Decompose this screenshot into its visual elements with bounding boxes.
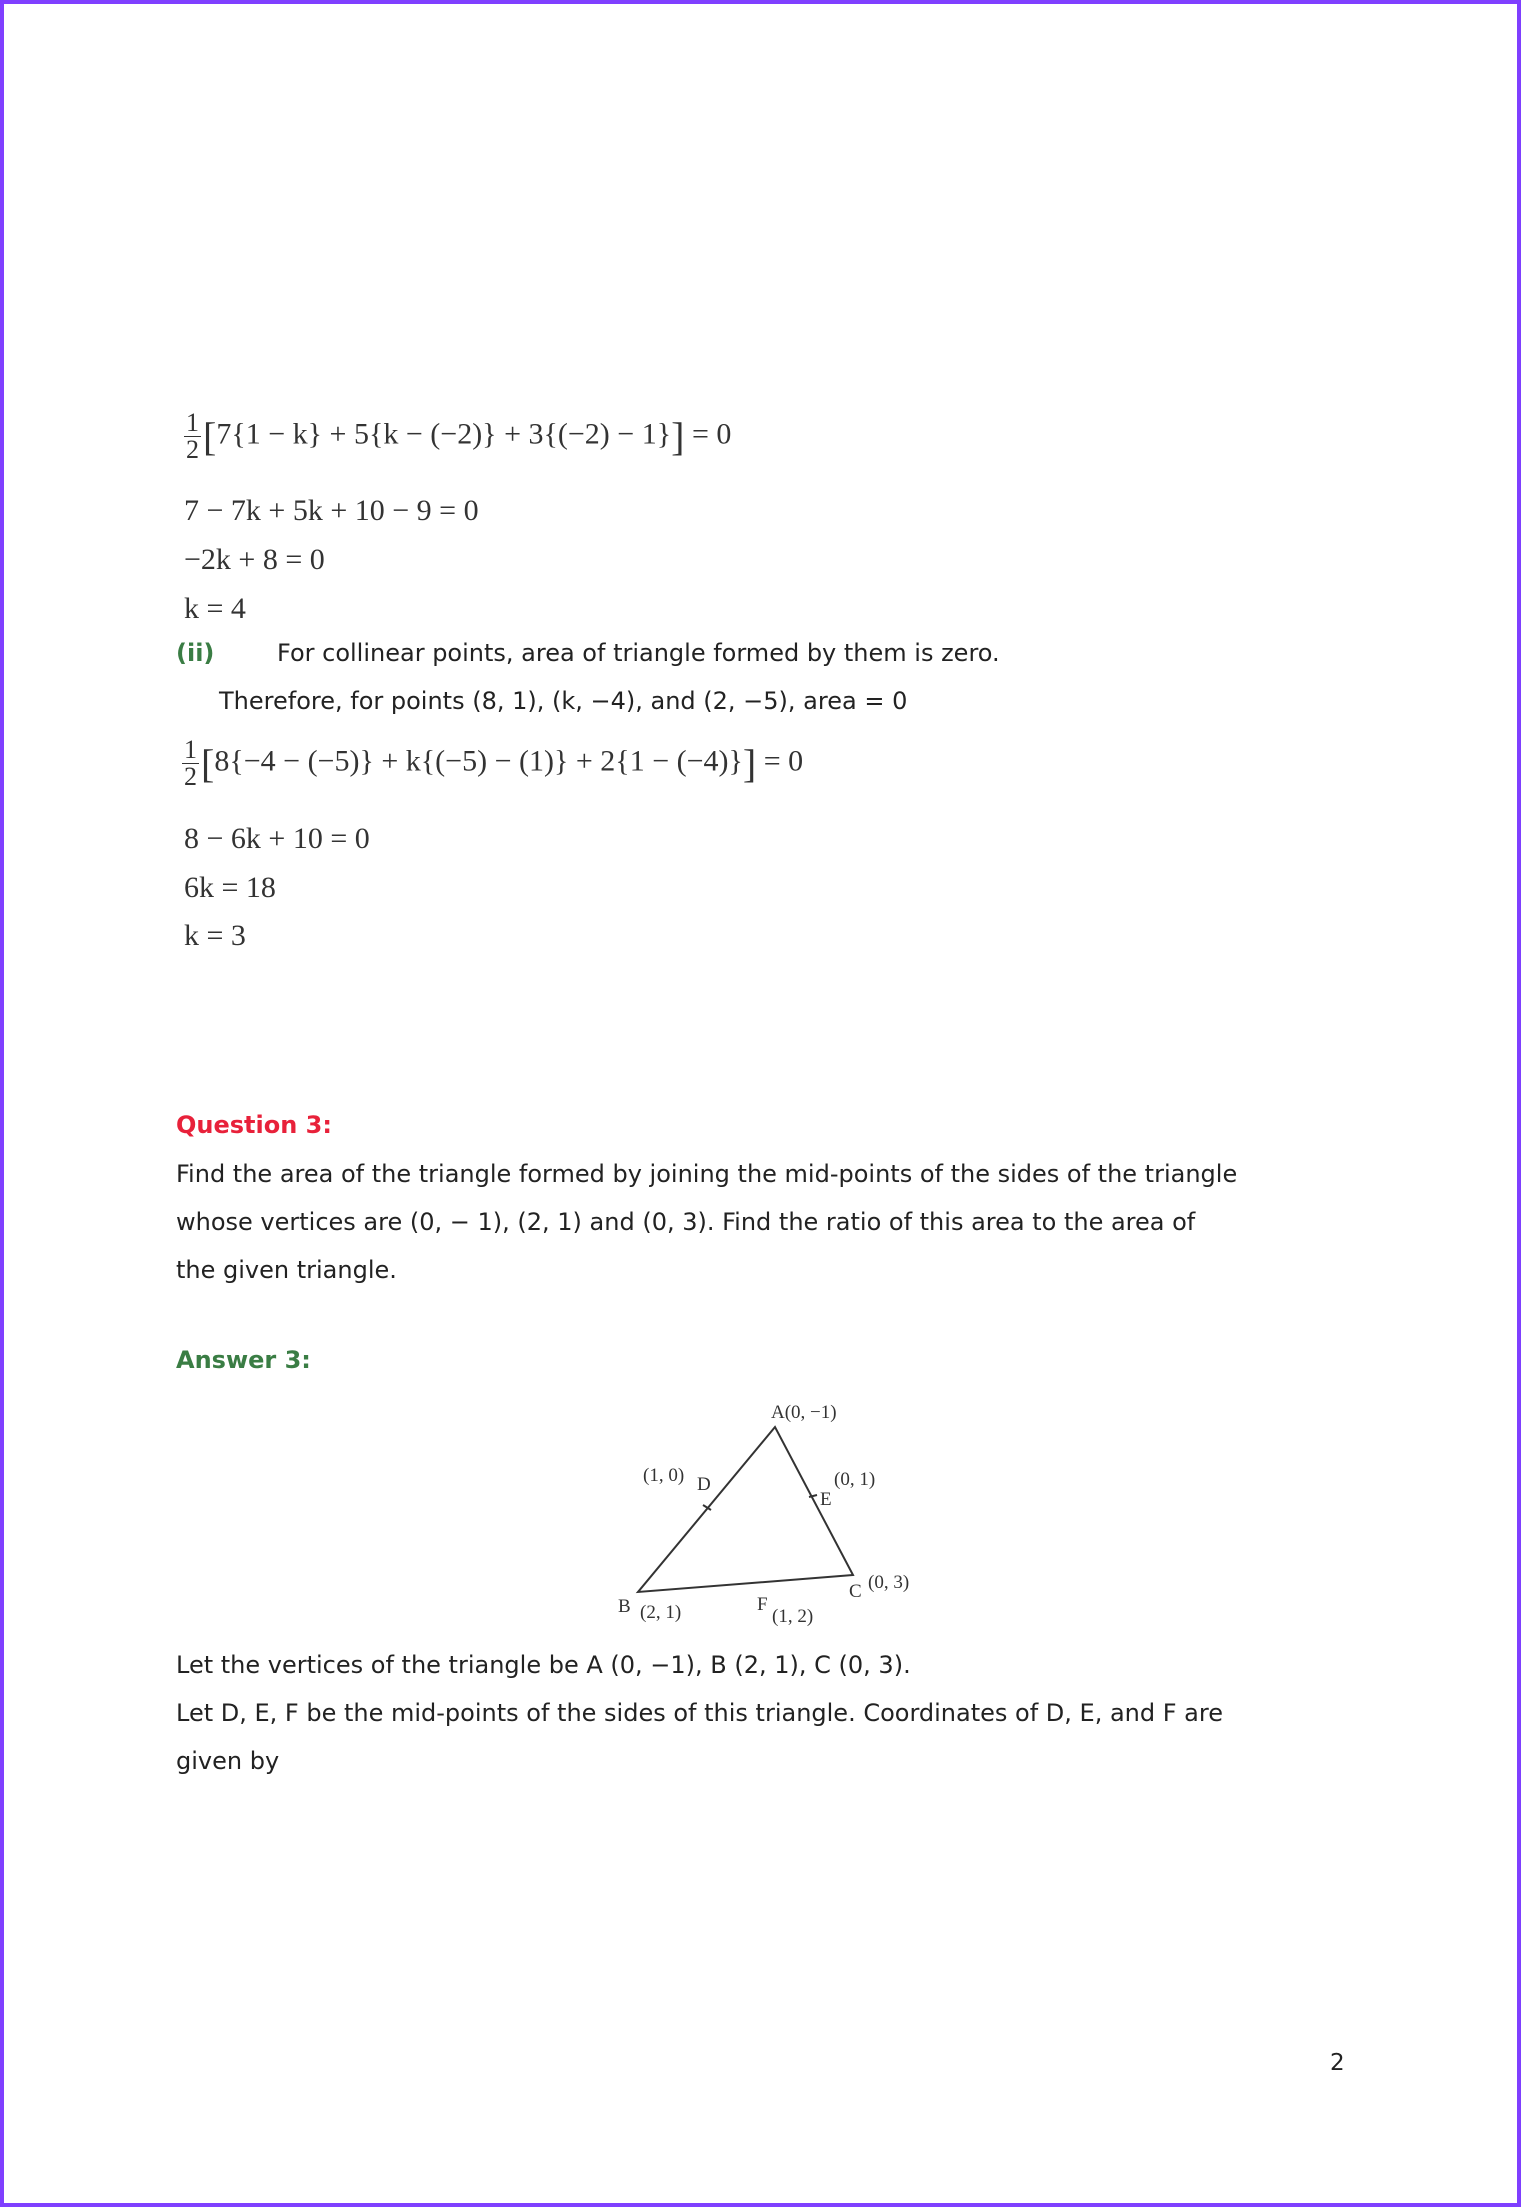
denominator: 2 (186, 435, 199, 464)
coord-b: (2, 1) (640, 1602, 682, 1623)
fraction (184, 410, 201, 463)
equation-i-1: $\frac{1}{2}$ [7{1 − k} + 5{k − (−2)} + 3{(−2) − 1}] = 0 (186, 408, 732, 464)
coord-e: (0, 1) (834, 1469, 876, 1490)
equation-body: 8{−4 − (−5)} + k{(−5) − (1)} + 2{1 − (−4)} (214, 744, 743, 778)
answer-text: Let D, E, F be the mid-points of the sides of this triangle. Coordinates of D, E, and F are (176, 1699, 1223, 1727)
equation-step: 6k = 18 (184, 871, 276, 904)
fraction (182, 737, 199, 790)
equation-step: 7 − 7k + 5k + 10 − 9 = 0 (184, 494, 479, 527)
equation-rhs: = 0 (691, 417, 732, 451)
question-text: the given triangle. (176, 1256, 397, 1284)
part-ii-text: For collinear points, area of triangle formed by them is zero. (277, 639, 1000, 667)
answer-text: given by (176, 1747, 280, 1775)
label-e: E (820, 1489, 832, 1510)
equation-step: k = 4 (184, 592, 246, 625)
question-text: Find the area of the triangle formed by joining the mid-points of the sides of the triangle (176, 1160, 1238, 1188)
label-a: A(0, −1) (771, 1402, 837, 1423)
numerator: 1 (186, 408, 199, 437)
question-text: whose vertices are (0, − 1), (2, 1) and (0, 3). Find the ratio of this area to the area of (176, 1208, 1196, 1236)
question-heading: Question 3: (176, 1111, 332, 1139)
answer-text: Let the vertices of the triangle be A (0, −1), B (2, 1), C (0, 3). (176, 1651, 911, 1679)
label-d: D (697, 1474, 711, 1495)
label-b: B (618, 1596, 631, 1617)
coord-d: (1, 0) (643, 1465, 685, 1486)
part-ii-label: (ii) (176, 639, 215, 667)
label-f: F (757, 1594, 768, 1615)
answer-heading: Answer 3: (176, 1346, 311, 1374)
denominator: 2 (184, 762, 197, 791)
page-number: 2 (1330, 2050, 1345, 2076)
part-ii-text: Therefore, for points (8, 1), (k, −4), and (2, −5), area = 0 (219, 687, 908, 715)
triangle-diagram (600, 1390, 940, 1640)
label-c: C (849, 1581, 862, 1602)
equation-step: 8 − 6k + 10 = 0 (184, 822, 370, 855)
equation-step: k = 3 (184, 919, 246, 952)
equation-ii-1: $\frac{1}{2}$ [8{−4 − (−5)} + k{(−5) − (1)} + 2{1 − (−4)}] = 0 (184, 735, 804, 791)
equation-rhs: = 0 (763, 744, 804, 778)
equation-body: 7{1 − k} + 5{k − (−2)} + 3{(−2) − 1} (216, 417, 672, 451)
coord-c: (0, 3) (868, 1572, 910, 1593)
coord-f: (1, 2) (772, 1606, 814, 1627)
numerator: 1 (184, 735, 197, 764)
equation-step: −2k + 8 = 0 (184, 543, 325, 576)
